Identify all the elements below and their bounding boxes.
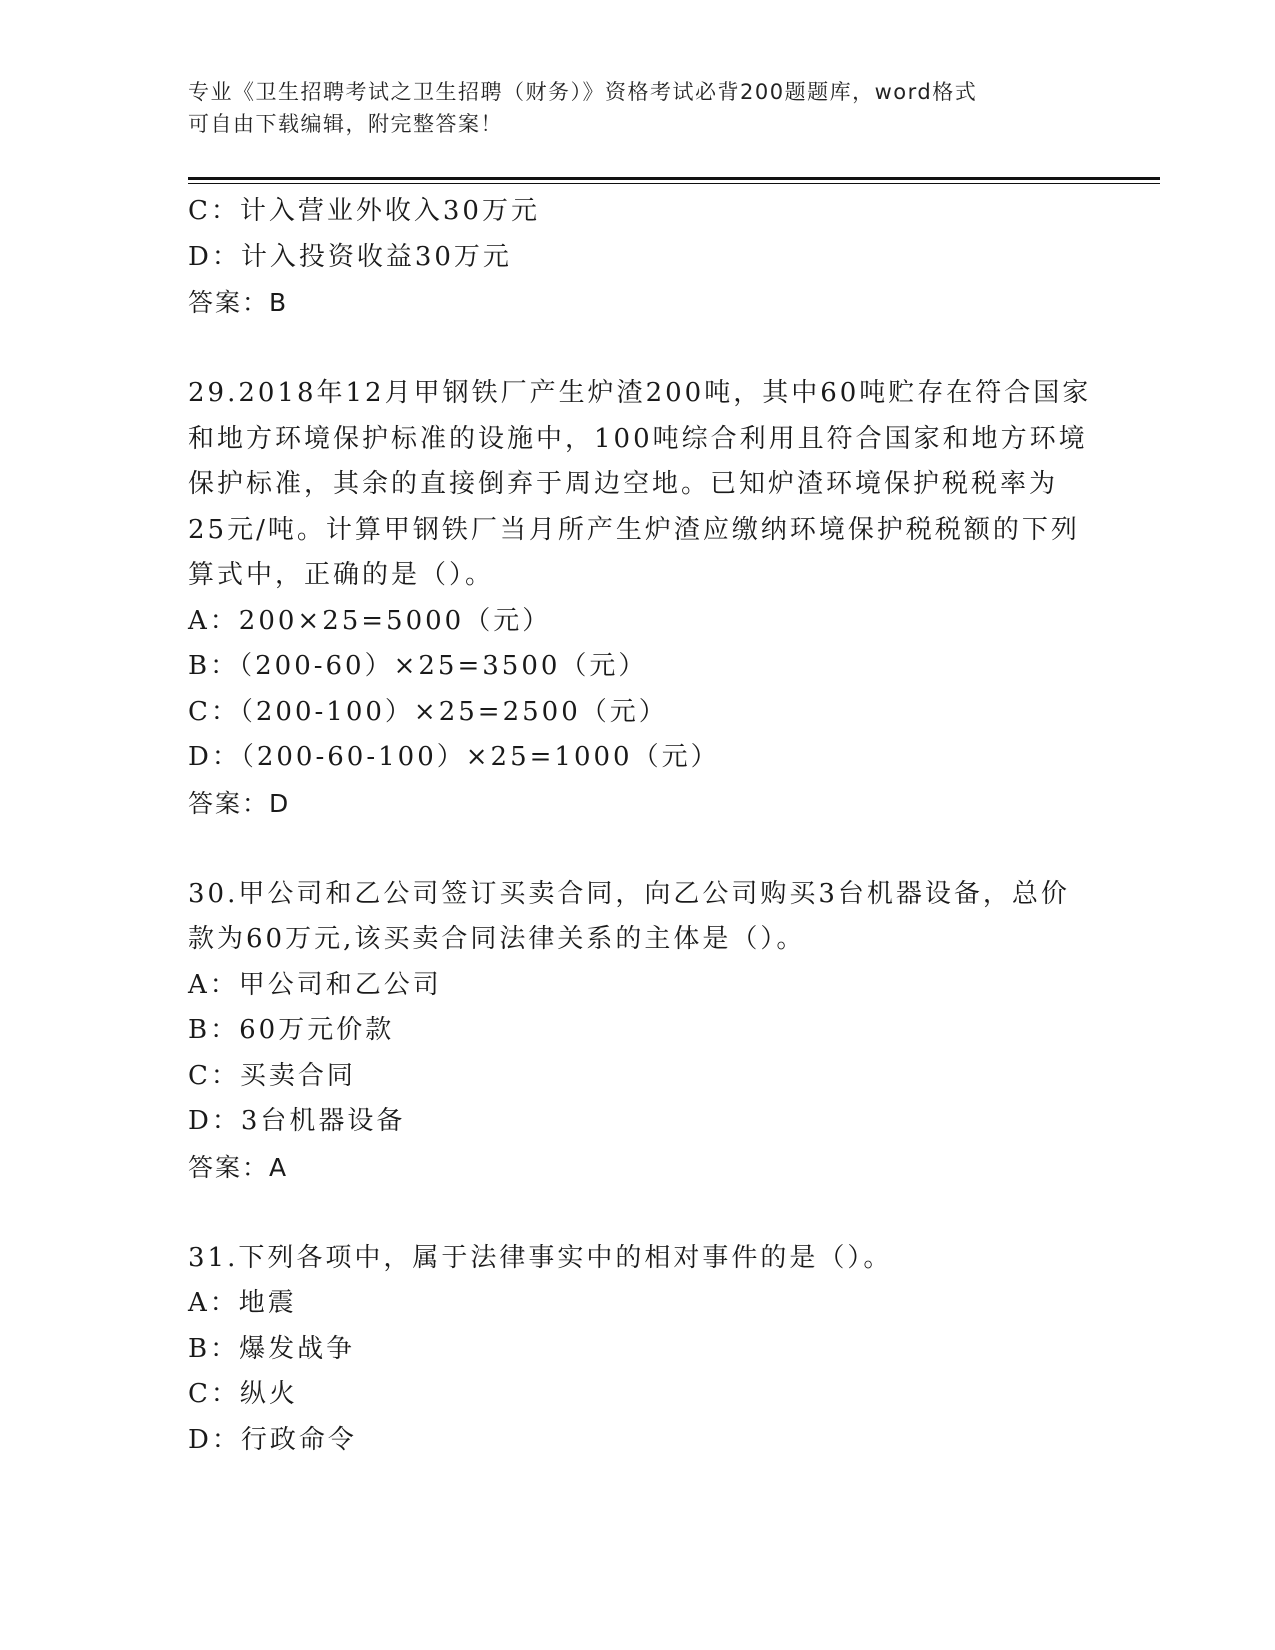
question-text-line: 款为60万元,该买卖合同法律关系的主体是（）。 (188, 924, 806, 954)
header-line-1: 专业《卫生招聘考试之卫生招聘（财务）》资格考试必背200题题库，word格式 (188, 80, 978, 104)
question-text-line: 算式中，正确的是（）。 (188, 560, 495, 590)
answer-line: 答案：A (188, 1152, 289, 1182)
answer-line: 答案：D (188, 788, 291, 818)
question-text-line: 29.2018年12月甲钢铁厂产生炉渣200吨，其中60吨贮存在符合国家 (188, 378, 1092, 408)
question-content (188, 189, 1092, 1463)
question-text-line: 25元/吨。计算甲钢铁厂当月所产生炉渣应缴纳环境保护税税额的下列 (188, 514, 1080, 545)
option-c: C：买卖合同 (188, 1060, 356, 1091)
option-d: D：3台机器设备 (188, 1106, 406, 1136)
spacer (188, 326, 1088, 372)
header-line-2: 可自由下载编辑，附完整答案！ (188, 112, 503, 136)
option-d: D：计入投资收益30万元 (188, 241, 512, 272)
question-29 (188, 371, 1092, 826)
question-text-line: 保护标准，其余的直接倒弃于周边空地。已知炉渣环境保护税税率为 (188, 469, 1059, 499)
answer-line: 答案：B (188, 288, 289, 317)
option-a: A：甲公司和乙公司 (188, 969, 442, 1000)
option-a: A：200×25=5000（元） (188, 605, 552, 636)
header-rule-thin (188, 183, 1160, 184)
question-30 (188, 872, 1088, 1191)
option-c: C：计入营业外收入30万元 (188, 196, 540, 226)
question-text-line: 31.下列各项中，属于法律事实中的相对事件的是（）。 (188, 1242, 893, 1273)
option-c: C：（200-100）×25=2500（元） (188, 696, 668, 727)
option-b: B：爆发战争 (188, 1333, 356, 1364)
question-text-line: 30.甲公司和乙公司签订买卖合同，向乙公司购买3台机器设备，总价 (188, 878, 1070, 909)
question-31 (188, 1236, 1088, 1464)
question-text-line: 和地方环境保护标准的设施中，100吨综合利用且符合国家和地方环境 (188, 423, 1088, 454)
document-header (188, 76, 1088, 140)
option-d: D：（200-60-100）×25=1000（元） (188, 742, 720, 772)
option-d: D：行政命令 (188, 1424, 357, 1455)
spacer (188, 1190, 1088, 1236)
previous-question (188, 189, 1088, 326)
spacer (188, 826, 1088, 872)
option-b: B：（200-60）×25=3500（元） (188, 651, 648, 681)
option-c: C：纵火 (188, 1379, 298, 1409)
option-b: B：60万元价款 (188, 1015, 395, 1045)
option-a: A：地震 (188, 1288, 297, 1318)
header-rule-thick (188, 177, 1160, 180)
